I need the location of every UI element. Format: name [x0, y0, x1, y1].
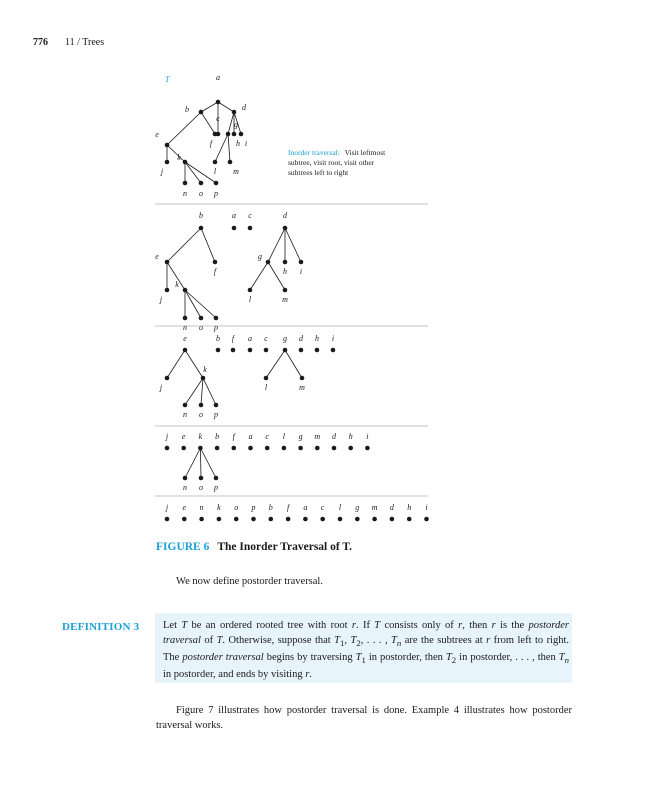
- node-e: [165, 143, 170, 148]
- final-node-p: [251, 517, 256, 522]
- edge-k-p: [185, 162, 216, 183]
- edge-a-d: [218, 102, 234, 112]
- section-title: 11 / Trees: [65, 37, 105, 48]
- final-node-m: [372, 517, 377, 522]
- node-f: [213, 132, 218, 137]
- node-c: [265, 446, 270, 451]
- node-label-p: p: [214, 323, 218, 332]
- final-label-c: c: [320, 503, 325, 512]
- node-label-a: a: [248, 334, 252, 343]
- final-node-n: [199, 517, 204, 522]
- node-g: [283, 348, 288, 353]
- edge-p2-k-o: [185, 290, 201, 318]
- node-h: [232, 132, 237, 137]
- node-label-e: e: [155, 252, 159, 261]
- node-j: [165, 376, 170, 381]
- final-node-g: [355, 517, 360, 522]
- final-label-f: f: [286, 503, 290, 512]
- annotation-line-3: subtrees left to right: [288, 168, 349, 177]
- final-node-d: [390, 517, 395, 522]
- node-b: [216, 348, 221, 353]
- node-o: [199, 476, 204, 481]
- node-i: [331, 348, 336, 353]
- final-label-g: g: [355, 503, 360, 512]
- node-label-k: k: [203, 365, 207, 374]
- node-h: [283, 260, 288, 265]
- node-label-h: h: [236, 139, 240, 148]
- paragraph-figure7: Figure 7 illustrates how postorder traversal is done. Example 4 illustrates how postorder traversal works.: [156, 705, 572, 731]
- node-d: [299, 348, 304, 353]
- node-label-o: o: [199, 483, 203, 492]
- annotation-head: Inorder traversal:: [288, 148, 340, 157]
- node-p: [214, 476, 219, 481]
- node-label-j: j: [160, 167, 164, 176]
- node-p: [214, 316, 219, 321]
- final-label-b: b: [268, 503, 273, 512]
- node-o: [199, 403, 204, 408]
- final-label-i: i: [425, 503, 428, 512]
- node-label-p: p: [214, 483, 218, 492]
- edge-p2-d-g: [268, 228, 285, 262]
- node-label-n: n: [183, 323, 187, 332]
- edge-p2-b-e: [167, 228, 201, 262]
- node-label-a: a: [232, 211, 236, 220]
- node-label-d: d: [332, 432, 336, 441]
- edge-p4-k-o: [200, 448, 201, 478]
- node-d: [332, 446, 337, 451]
- node-label-c: c: [265, 432, 269, 441]
- node-label-g: g: [283, 334, 287, 343]
- node-label-b: b: [216, 334, 220, 343]
- final-label-h: h: [407, 503, 412, 512]
- node-label-k: k: [177, 153, 181, 162]
- node-label-p: p: [214, 189, 218, 198]
- node-n: [183, 316, 188, 321]
- node-e: [165, 260, 170, 265]
- node-c: [248, 226, 253, 231]
- node-label-f: f: [231, 334, 235, 343]
- node-c: [264, 348, 269, 353]
- node-label-g: g: [258, 252, 262, 261]
- node-label-n: n: [183, 189, 187, 198]
- node-f: [213, 260, 218, 265]
- node-label-m: m: [233, 167, 239, 176]
- node-p: [214, 403, 219, 408]
- edge-p2-b-f: [201, 228, 215, 262]
- annotation-line-2: subtree, visit root, visit other: [288, 158, 375, 167]
- final-label-m: m: [371, 503, 378, 512]
- node-b: [215, 446, 220, 451]
- edge-p3-e-j: [167, 350, 185, 378]
- node-a: [248, 348, 253, 353]
- node-label-l: l: [282, 432, 286, 441]
- edge-g-l: [215, 134, 228, 162]
- edge-p4-k-n: [185, 448, 200, 478]
- edge-p3-e-k: [185, 350, 203, 378]
- node-label-h: h: [348, 432, 353, 441]
- final-node-h: [407, 517, 412, 522]
- node-m: [283, 288, 288, 293]
- node-i: [299, 260, 304, 265]
- node-label-i: i: [331, 334, 335, 343]
- node-label-g: g: [298, 432, 303, 441]
- node-l: [282, 446, 287, 451]
- node-g: [226, 132, 231, 137]
- node-label-l: l: [264, 383, 268, 392]
- final-node-c: [320, 517, 325, 522]
- node-label-c: c: [264, 334, 268, 343]
- node-label-o: o: [199, 323, 203, 332]
- node-label-n: n: [183, 483, 187, 492]
- final-label-n: n: [199, 503, 204, 512]
- node-label-k: k: [198, 432, 203, 441]
- node-label-m: m: [314, 432, 321, 441]
- node-label-f: f: [213, 267, 217, 276]
- node-label-j: j: [159, 295, 163, 304]
- annotation-line-1: [288, 148, 386, 157]
- node-label-i: i: [244, 139, 248, 148]
- edge-p2-k-p: [185, 290, 216, 318]
- final-label-l: l: [338, 503, 342, 512]
- node-label-o: o: [199, 410, 203, 419]
- node-n: [183, 403, 188, 408]
- node-g: [298, 446, 303, 451]
- node-label-m: m: [299, 383, 305, 392]
- node-label-a: a: [216, 73, 220, 82]
- node-a: [248, 446, 253, 451]
- node-e: [183, 348, 188, 353]
- annotation-tail: Visit leftmost: [344, 148, 386, 157]
- edge-k-o: [185, 162, 201, 183]
- node-label-b: b: [215, 432, 220, 441]
- node-f: [231, 348, 236, 353]
- node-label-b: b: [199, 211, 203, 220]
- node-g: [266, 260, 271, 265]
- definition-text: Let T be an ordered rooted tree with root r. If T consists only of r, then r is the postorder traversal of T. Otherwise, suppose that $T_1$, $T_2$, . . . , $T_n$ are the subtrees at r from left to right. The postorder traversal begins by traversing $T_1$ in postorder, then $T_2$ in postorder, . . . , then $T_n$ in postorder, and ends by visiting r.: [163, 620, 570, 680]
- edge-a-b: [201, 102, 218, 112]
- final-node-i: [424, 517, 429, 522]
- node-label-i: i: [366, 432, 369, 441]
- final-label-d: d: [389, 503, 394, 512]
- final-node-l: [338, 517, 343, 522]
- node-o: [199, 181, 204, 186]
- node-o: [199, 316, 204, 321]
- node-p: [214, 181, 219, 186]
- final-node-a: [303, 517, 308, 522]
- node-a: [232, 226, 237, 231]
- node-n: [183, 181, 188, 186]
- figure-label: FIGURE 6: [156, 541, 210, 553]
- node-label-n: n: [183, 410, 187, 419]
- node-k: [201, 376, 206, 381]
- node-b: [199, 226, 204, 231]
- final-label-p: p: [251, 503, 256, 512]
- node-j: [165, 160, 170, 165]
- final-label-j: j: [165, 503, 169, 512]
- node-j: [165, 288, 170, 293]
- node-label-h: h: [315, 334, 319, 343]
- node-label-e: e: [183, 334, 187, 343]
- paragraph-intro: We now define postorder traversal.: [176, 576, 323, 587]
- definition-label: DEFINITION 3: [62, 621, 140, 633]
- node-d: [283, 226, 288, 231]
- final-node-b: [269, 517, 274, 522]
- node-i: [239, 132, 244, 137]
- edge-b-e: [167, 112, 201, 145]
- node-label-d: d: [283, 211, 287, 220]
- node-label-h: h: [283, 267, 287, 276]
- node-label-e: e: [155, 130, 159, 139]
- edge-p3-k-p: [203, 378, 216, 405]
- node-label-l: l: [248, 295, 252, 304]
- final-node-o: [234, 517, 239, 522]
- edge-p3-g-l: [266, 350, 285, 378]
- node-l: [213, 160, 218, 165]
- node-label-e: e: [181, 432, 186, 441]
- edge-p3-k-n: [185, 378, 203, 405]
- final-node-j: [165, 517, 170, 522]
- final-node-k: [217, 517, 222, 522]
- node-label-l: l: [213, 167, 217, 176]
- final-label-a: a: [303, 503, 308, 512]
- node-m: [315, 446, 320, 451]
- final-node-f: [286, 517, 291, 522]
- node-label-a: a: [248, 432, 253, 441]
- edge-p3-g-m: [285, 350, 302, 378]
- node-label-g: g: [234, 120, 238, 129]
- node-label-f: f: [209, 139, 213, 148]
- edge-p2-d-i: [285, 228, 301, 262]
- final-label-k: k: [217, 503, 221, 512]
- node-label-d: d: [299, 334, 303, 343]
- node-f: [232, 446, 237, 451]
- edge-p2-g-l: [250, 262, 268, 290]
- node-k: [183, 288, 188, 293]
- node-j: [165, 446, 170, 451]
- node-label-b: b: [185, 105, 189, 114]
- node-i: [365, 446, 370, 451]
- node-d: [232, 110, 237, 115]
- node-m: [300, 376, 305, 381]
- node-l: [248, 288, 253, 293]
- node-label-o: o: [199, 189, 203, 198]
- node-label-k: k: [175, 280, 179, 289]
- node-l: [264, 376, 269, 381]
- node-label-j: j: [159, 383, 163, 392]
- node-label-c: c: [216, 114, 220, 123]
- node-label-i: i: [299, 267, 303, 276]
- edge-e-k: [167, 145, 185, 162]
- node-m: [228, 160, 233, 165]
- edge-p4-k-p: [200, 448, 216, 478]
- figure-caption: [156, 541, 352, 553]
- node-a: [216, 100, 221, 105]
- node-k: [183, 160, 188, 165]
- node-h: [315, 348, 320, 353]
- node-label-f: f: [232, 432, 235, 441]
- node-label-j: j: [165, 432, 169, 441]
- node-e: [181, 446, 186, 451]
- figure-title: The Inorder Traversal of T.: [217, 541, 353, 553]
- node-label-c: c: [248, 211, 252, 220]
- node-label-p: p: [214, 410, 218, 419]
- tree-label: T: [165, 75, 170, 84]
- edge-b-f: [201, 112, 215, 134]
- node-h: [348, 446, 353, 451]
- node-label-d: d: [242, 103, 246, 112]
- edge-p3-k-o: [201, 378, 203, 405]
- node-n: [183, 476, 188, 481]
- node-b: [199, 110, 204, 115]
- final-label-e: e: [182, 503, 187, 512]
- node-label-m: m: [282, 295, 288, 304]
- final-node-e: [182, 517, 187, 522]
- node-k: [198, 446, 203, 451]
- page-number: 776: [33, 37, 48, 48]
- final-label-o: o: [234, 503, 239, 512]
- edge-g-m: [228, 134, 230, 162]
